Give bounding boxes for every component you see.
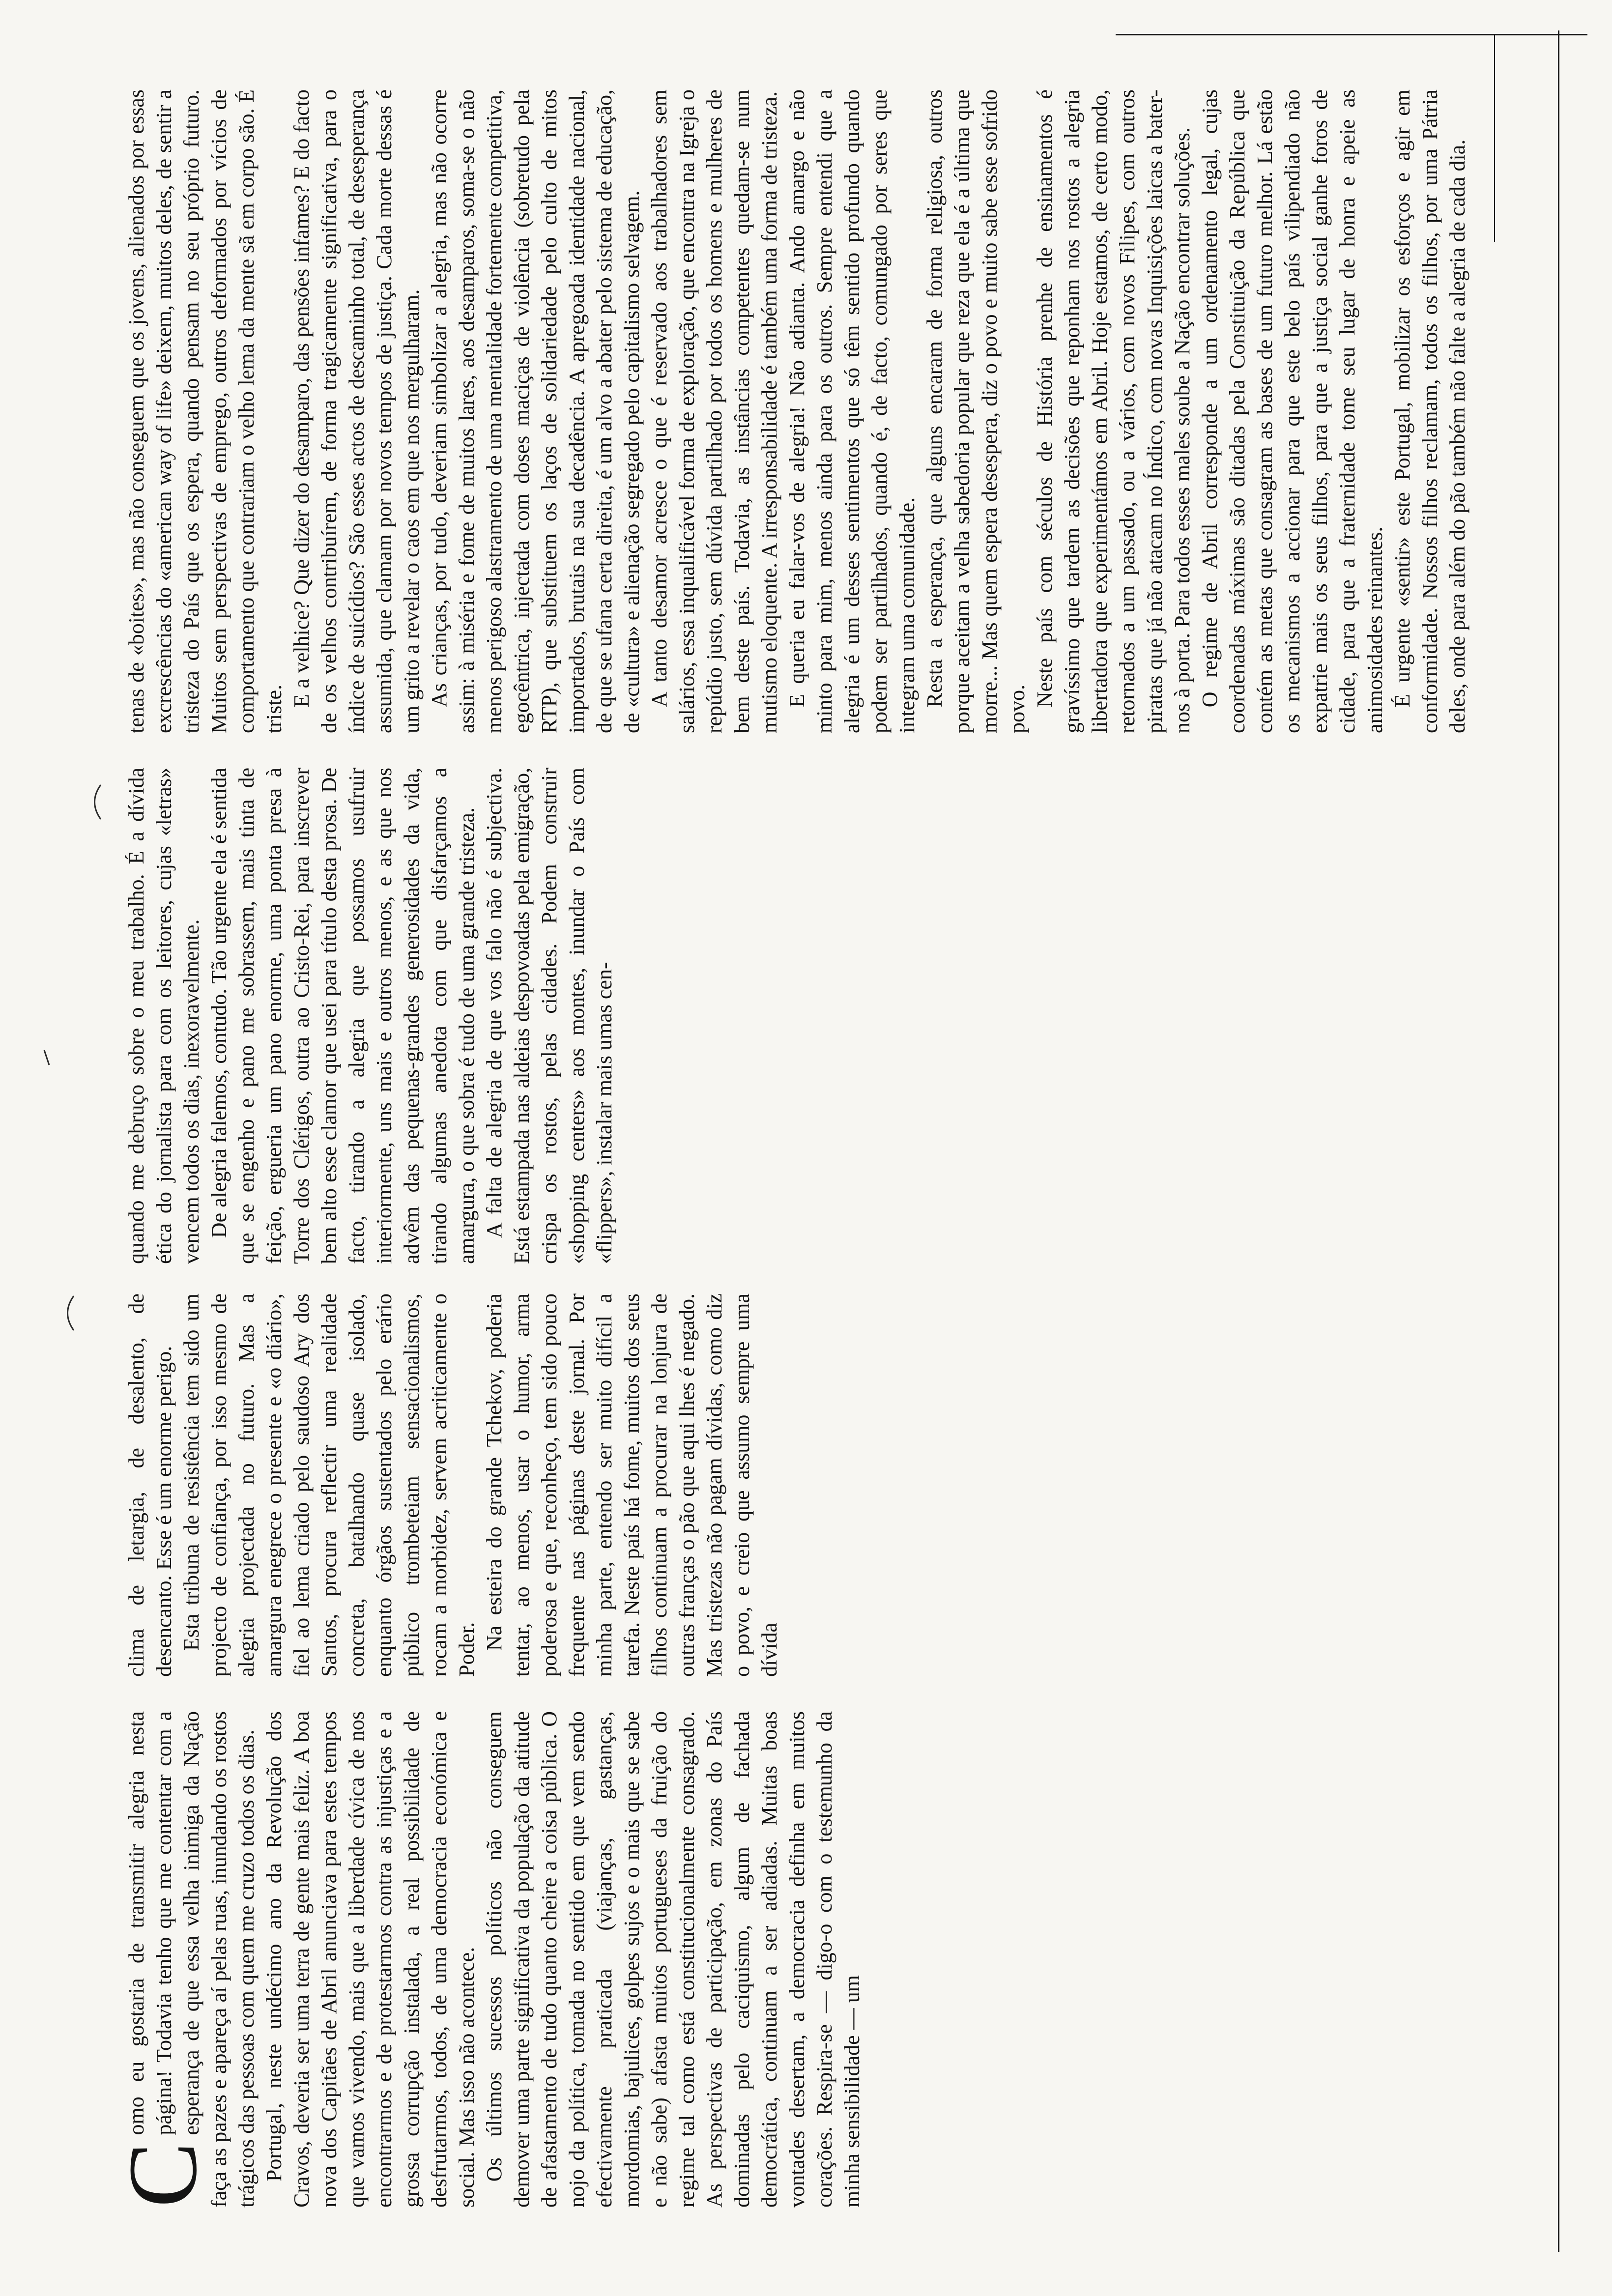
scan-mark bbox=[39, 1048, 54, 1067]
article-paragraph: Neste país com séculos de História prenhe de ensinamentos é gravíssimo que tardem as decisões que reponham nos rostos a alegria libertadora que experimentámos em Abril. Hoje estamos, de certo modo, retornados a um passado, ou a vários, com novos Filipes, com outros piratas que já não atacam no Índico, com novas Inquisições laicas a bater-nos à porta. Para todos esses males soube a Nação encontrar soluções. bbox=[1033, 89, 1194, 733]
article-paragraph: E a velhice? Que dizer do desamparo, das pensões infames? E do facto de os velhos contribuírem, de forma tragicamente significativa, para o índice de suicídios? São esses actos de descaminho total, de desesperança assumida, que clamam por novos tempos de justiça. Cada morte dessas é um grito a revelar o caos em que nos mergulharam. bbox=[289, 89, 424, 733]
article-paragraph: As crianças, por tudo, deveriam simbolizar a alegria, mas não ocorre assim: à miséria e fome de muitos lares, aos desamparos, soma-se o não menos perigoso alastramento de uma mentalidade fortemente competitiva, egocêntrica, injectada com doses maciças de violência (sobretudo pela RTP), que substituem os laços de solidariedade pelo culto de mitos importados, brutais na sua decadência. A apregoada identidade nacional, de que se ufana certa direita, é um alvo a abater pelo sistema de educação, de «cultura» e alienação segregado pelo capitalismo selvagem. bbox=[427, 89, 644, 733]
article-paragraph: E queria eu falar-vos de alegria! Não adianta. Ando amargo e não minto para mim, menos ainda para os outros. Sempre entendi que a alegria é um desses sentimentos que só têm sentido profundo quando podem ser partilhados, quando é, de facto, comungado por seres que integram uma comunidade. bbox=[785, 89, 919, 733]
article-paragraph: É urgente «sentir» este Portugal, mobilizar os esforços e agir em conformidade. Nossos filhos reclamam, todos os filhos, por uma Pátria deles, onde para além do pão também não falte a alegria de cada dia. bbox=[1390, 89, 1469, 733]
margin-rule bbox=[1116, 34, 1587, 35]
header-rule bbox=[1494, 35, 1495, 242]
article-paragraph bbox=[109, 1711, 260, 2208]
article-paragraph: A falta de alegria de que vos falo não é subjectiva. Está estampada nas aldeias despovoadas pela emigração, crispa os rostos, pelas cidades. Podem construir «shopping centers» aos montes, inundar o País com «flippers», instalar mais umas cen- bbox=[482, 768, 616, 1264]
article-paragraph: quando me debruço sobre o meu trabalho. É a dívida ética do jornalista para com os leitores, cujas «letras» vencem todos os dias, inexoravelmente. bbox=[124, 768, 203, 1264]
article-column-4 bbox=[123, 89, 1573, 733]
article-paragraph: Os últimos sucessos políticos não conseguem demover uma parte significativa da população da atitude de afastamento de tudo quanto cheire a coisa pública. O nojo da política, tomada no sentido em que vem sendo efectivamente praticada (viajanças, gastanças, mordomias, bajulices, golpes sujos e o mais que se sabe e não sabe) afasta muitos portugueses da fruição do regime tal como está constitucionalmente consagrado. As perspectivas de participação, em zonas do País dominadas pelo caciquismo, algum de fachada democrática, continuam a ser adiadas. Muitas boas vontades desertam, a democracia definha em muitos corações. Respira-se — digo-o com o testemunho da minha sensibilidade — um bbox=[482, 1711, 864, 2208]
article-paragraph: clima de letargia, de desalento, de desencanto. Esse é um enorme perigo. bbox=[124, 1293, 176, 1677]
column-baseline-rule bbox=[1558, 30, 1559, 2252]
article-paragraph: A tanto desamor acresce o que é reservado aos trabalhadores sem salários, essa inqualificável forma de exploração, que encontra na Igreja o repúdio justo, sem dúvida partilhado por todos os homens e mulheres de bem deste país. Todavia, as instâncias competentes quedam-se num mutismo eloquente. A irresponsabilidade é também uma forma de tristeza. bbox=[647, 89, 781, 733]
article-column-3 bbox=[123, 768, 1573, 1264]
article-paragraph: Resta a esperança, que alguns encaram de forma religiosa, outros porque aceitam a velha sabedoria popular que reza que ela é a última que morre... Mas quem espera desespera, diz o povo e muito sabe esse sofrido povo. bbox=[922, 89, 1029, 733]
paragraph-text: omo eu gostaria de transmitir alegria nesta página! Todavia tenho que me contentar com a esperança de que essa velha inimiga da Nação faça as pazes e apareça aí pelas ruas, inundando os rostos trágicos das pessoas com quem me cruzo todos os dias. bbox=[124, 1711, 259, 2208]
scan-mark bbox=[86, 782, 106, 822]
article-column-2 bbox=[123, 1293, 1573, 1677]
article-paragraph: O regime de Abril corresponde a um ordenamento legal, cujas coordenadas máximas são ditadas pela Constituição da República que contém as metas que consagram as bases de um futuro melhor. Lá estão os mecanismos a accionar para que este belo país vilipendiado não expatrie mais os seus filhos, para que a justiça social ganhe foros de cidade, para que a fraternidade tome seu lugar de honra e apeie as animosidades reinantes. bbox=[1198, 89, 1387, 733]
scan-mark bbox=[59, 1293, 79, 1333]
drop-cap: C bbox=[109, 2142, 217, 2208]
article-paragraph: De alegria falemos, contudo. Tão urgente ela é sentida que se engenho e pano me sobrassem, mais tinta de feição, ergueria um pano enorme, uma ponta presa à Torre dos Clérigos, outra ao Cristo-Rei, para inscrever bem alto esse clamor que usei para título desta prosa. De facto, tirando a alegria que possamos usufruir interiormente, uns mais e outros menos, e as que nos advêm das pequenas-grandes generosidades da vida, tirando algumas anedota com que disfarçamos a amargura, o que sobra é tudo de uma grande tristeza. bbox=[207, 768, 479, 1264]
article-paragraph: Portugal, neste undécimo ano da Revolução dos Cravos, deveria ser uma terra de gente mais feliz. A boa nova dos Capitães de Abril anunciava para estes tempos que vamos vivendo, mais que a liberdade cívica de nos encontrarmos e de protestarmos contra as injustiças e a grossa corrupção instalada, a real possibilidade de desfrutarmos, todos, de uma democracia económica e social. Mas isso não acontece. bbox=[262, 1711, 479, 2208]
article-paragraph: Na esteira do grande Tchekov, poderia tentar, ao menos, usar o humor, arma poderosa e que, reconheço, tem sido pouco frequente nas páginas deste jornal. Por minha parte, entendo ser muito difícil a tarefa. Neste país há fome, muitos dos seus filhos continuam a procurar na lonjura de outras franças o pão que aqui lhes é negado. Mas tristezas não pagam dívidas, como diz o povo, e creio que assumo sempre uma dívida bbox=[482, 1293, 781, 1677]
article-paragraph: Esta tribuna de resistência tem sido um projecto de confiança, por isso mesmo de alegria projectada no futuro. Mas a amargura enegrece o presente e «o diário», fiel ao lema criado pelo saudoso Ary dos Santos, procura reflectir uma realidade concreta, batalhando quase isolado, enquanto órgãos sustentados pelo erário público trombeteiam sensacionalismos, rocam a morbidez, servem acriticamente o Poder. bbox=[179, 1293, 479, 1677]
article-column-1 bbox=[109, 1711, 1573, 2208]
article-paragraph: tenas de «boites», mas não conseguem que os jovens, alienados por essas excrescências do «american way of life» deixem, muitos deles, de sentir a tristeza do País que os espera, quando pensam no seu próprio futuro. Muitos sem perspectivas de emprego, outros deformados por vícios de comportamento que contrariam o velho lema da mente sã em corpo são. É triste. bbox=[124, 89, 286, 733]
